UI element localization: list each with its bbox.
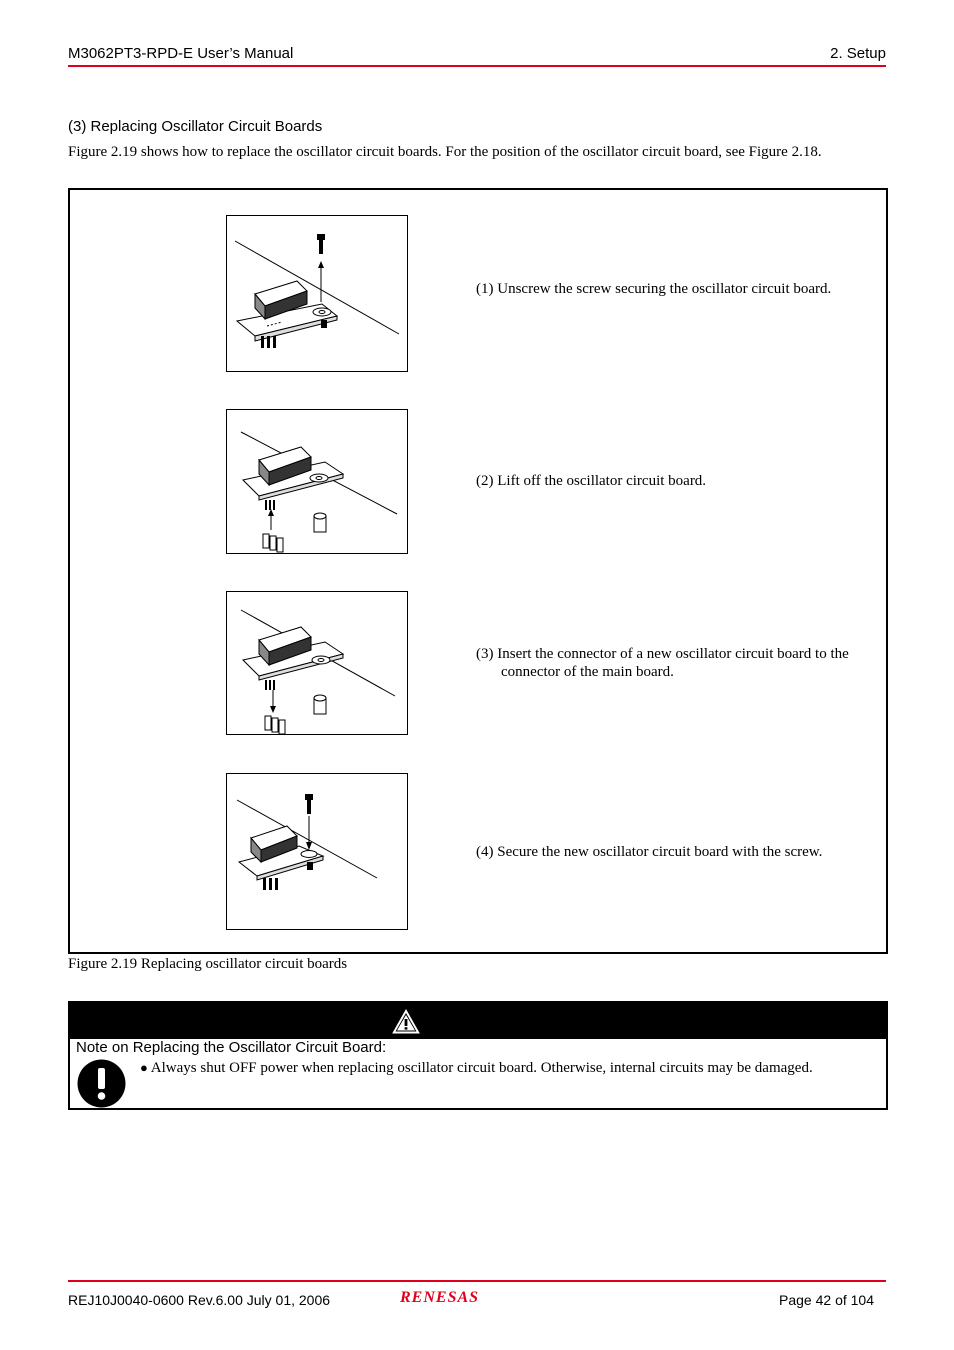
step-1-text: [476, 280, 881, 298]
step-1-illustration: [226, 215, 408, 372]
figure-frame: [68, 188, 888, 954]
svg-text:RENESAS: RENESAS: [400, 1289, 480, 1306]
caution-header-bar: [70, 1003, 886, 1039]
step-3-line-1: (3) Insert the connector of a new oscillator circuit board to the: [476, 646, 849, 662]
step-2-illustration: [226, 409, 408, 554]
chapter-title: 2. Setup: [830, 45, 886, 62]
step-4-illustration: [226, 773, 408, 930]
step-1-line: (1) Unscrew the screw securing the oscillator circuit board.: [476, 281, 832, 297]
step-3-line-2: connector of the main board.: [501, 664, 674, 680]
step-3-text: [476, 645, 881, 681]
caution-bullet: [140, 1060, 813, 1077]
step-4-text: [476, 843, 881, 861]
document-id: REJ10J0040-0600 Rev.6.00 July 01, 2006: [68, 1292, 331, 1308]
step-2-text: [476, 472, 881, 490]
step-4-line: (4) Secure the new oscillator circuit board with the screw.: [476, 844, 823, 860]
figure-caption: Figure 2.19 Replacing oscillator circuit boards: [68, 956, 348, 972]
step-2-line: (2) Lift off the oscillator circuit board.: [476, 473, 707, 489]
page-number: Page 42 of 104: [779, 1292, 874, 1308]
renesas-logo: [398, 1287, 510, 1307]
bullet-dot-icon: ●: [140, 1060, 148, 1075]
intro-paragraph: Figure 2.19 shows how to replace the oscillator circuit boards. For the position of the oscillator circuit board, see Figure 2.18.: [68, 144, 822, 160]
manual-title: M3062PT3-RPD-E User’s Manual: [68, 45, 294, 62]
caution-note-title: Note on Replacing the Oscillator Circuit Board:: [76, 1039, 387, 1056]
header-rule: [68, 65, 886, 67]
section-title: (3) Replacing Oscillator Circuit Boards: [68, 118, 323, 135]
footer-rule: [68, 1280, 886, 1282]
caution-bullet-text: Always shut OFF power when replacing oscillator circuit board. Otherwise, internal circuits may be damaged.: [150, 1060, 813, 1076]
mandatory-action-icon: [77, 1059, 126, 1108]
warning-triangle-icon: [391, 1008, 421, 1035]
step-3-illustration: [226, 591, 408, 735]
